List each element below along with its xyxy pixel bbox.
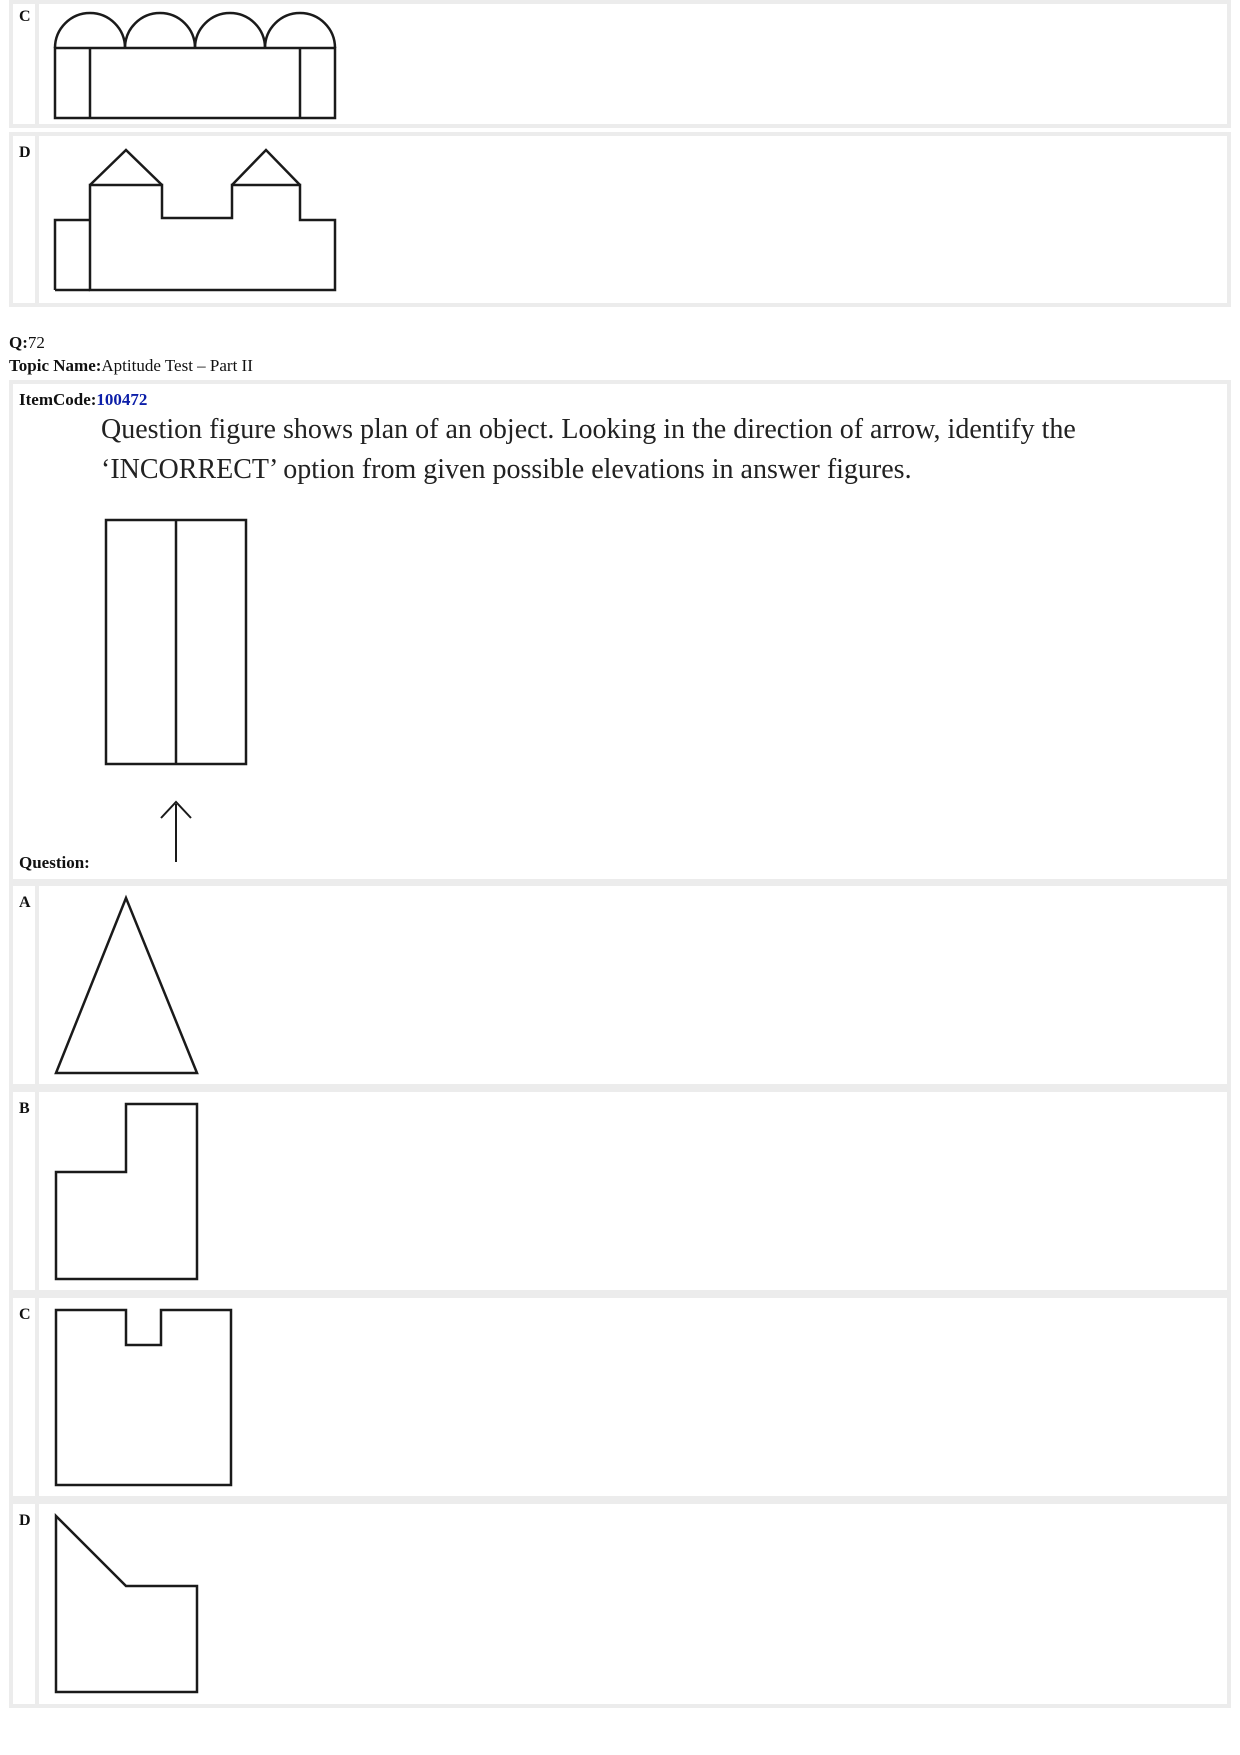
topic-name-value: Aptitude Test – Part II xyxy=(101,356,253,375)
question-text-line-2: ‘INCORRECT’ option from given possible elevations in answer figures. xyxy=(101,454,912,485)
question-number-prefix: Q: xyxy=(9,333,28,352)
question-text-line-1: Question figure shows plan of an object. Looking in the direction of arrow, identify the xyxy=(101,414,1076,445)
question-number-value: 72 xyxy=(27,333,45,352)
question-label: Question: xyxy=(19,853,90,872)
option-b-label: B xyxy=(19,1100,30,1117)
prev-option-c-label: C xyxy=(19,8,31,25)
prev-option-d-label: D xyxy=(19,144,31,161)
option-d-label: D xyxy=(19,1512,31,1529)
option-c-label: C xyxy=(19,1306,31,1323)
item-code-prefix: ItemCode: xyxy=(19,390,97,409)
topic-name-prefix: Topic Name: xyxy=(9,356,102,375)
option-a-label: A xyxy=(19,894,31,911)
item-code-value: 100472 xyxy=(96,390,148,409)
